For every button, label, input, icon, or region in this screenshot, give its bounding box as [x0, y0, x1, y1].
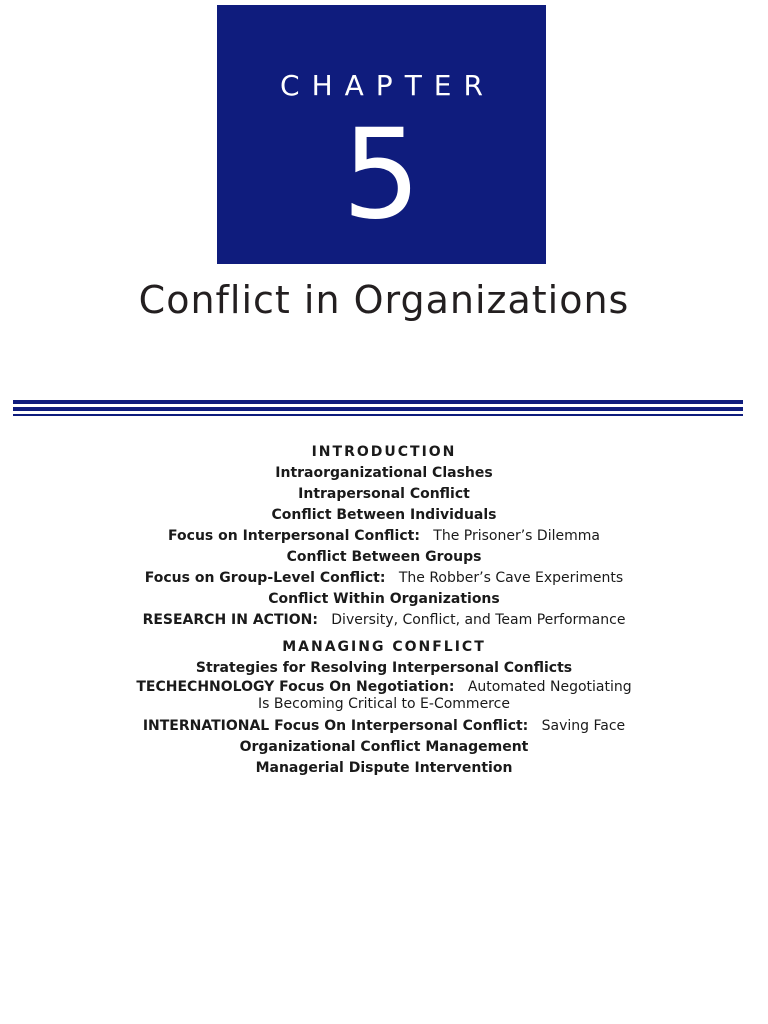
outline-item: Intraorganizational Clashes — [275, 465, 493, 481]
outline-item: Conflict Within Organizations — [268, 591, 500, 607]
chapter-label: CHAPTER — [280, 69, 495, 102]
divider-rule — [13, 414, 743, 416]
research-subtitle: Diversity, Conflict, and Team Performance — [331, 612, 626, 628]
outline-item-focus-group — [0, 568, 768, 589]
outline-item: Conflict Between Groups — [286, 549, 482, 565]
section-heading-managing: MANAGING CONFLICT — [282, 639, 486, 655]
tech-label: TECHECHNOLOGY Focus On Negotiation: — [136, 679, 455, 695]
outline-item-tech — [0, 679, 768, 713]
chapter-box — [217, 5, 546, 264]
tech-subtitle-cont: Is Becoming Critical to E-Commerce — [258, 696, 510, 712]
chapter-title: Conflict in Organizations — [138, 278, 630, 322]
outline-item-focus-interpersonal — [0, 526, 768, 547]
outline-item: Organizational Conflict Management — [239, 739, 529, 755]
outline-item-research — [0, 610, 768, 631]
outline-item: Strategies for Resolving Interpersonal Conflicts — [195, 660, 573, 676]
outline-item-international — [0, 716, 768, 737]
chapter-number: 5 — [342, 103, 421, 247]
divider-rule — [13, 400, 743, 404]
outline-item: Conflict Between Individuals — [271, 507, 497, 523]
international-label: INTERNATIONAL Focus On Interpersonal Conflict: — [142, 718, 529, 734]
tech-subtitle: Automated Negotiating — [467, 679, 632, 695]
chapter-outline — [0, 442, 768, 779]
focus-label: Focus on Interpersonal Conflict: — [168, 528, 420, 544]
outline-item: Managerial Dispute Intervention — [255, 760, 513, 776]
section-heading-introduction: INTRODUCTION — [311, 444, 457, 460]
focus-subtitle: The Prisoner’s Dilemma — [433, 528, 600, 544]
focus-label: Focus on Group-Level Conflict: — [144, 570, 386, 586]
focus-subtitle: The Robber’s Cave Experiments — [398, 570, 624, 586]
research-label: RESEARCH IN ACTION: — [142, 612, 318, 628]
outline-item: Intrapersonal Conflict — [298, 486, 470, 502]
divider-rule — [13, 407, 743, 411]
international-subtitle: Saving Face — [541, 718, 626, 734]
